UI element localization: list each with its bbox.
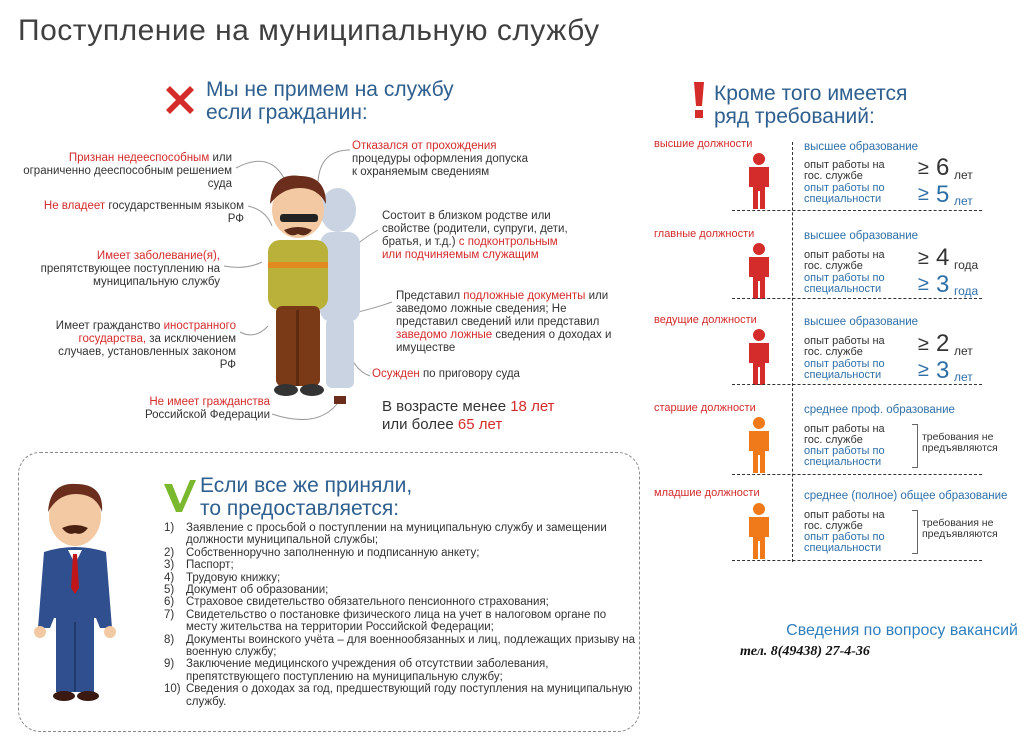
rank-education-senior: среднее проф. образование [804, 404, 955, 416]
not-required-label: требования не предъявляются [922, 517, 998, 540]
list-item: 1) Заявление с просьбой о поступлении на муниципальную службу и замещении должности муниципальной службы; [164, 522, 607, 547]
spec-unit-highest: лет [954, 194, 973, 208]
rank-name-senior: старшие должности [654, 402, 756, 414]
ge-icon: ≥ [918, 359, 929, 381]
list-item: 5) Документ об образовании; [164, 584, 329, 597]
person-icon-red [746, 153, 772, 209]
list-item: 10) Сведения о доходах за год, предшествующий году поступления на муниципальную службу. [164, 683, 633, 708]
list-item: 7) Свидетельство о постановке физического лица на учет в налоговом органе по месту жительства на территории Российской Федерации; [164, 608, 607, 634]
reject-item-no-citizenship: Не имеет гражданства Российской Федерации [144, 396, 270, 421]
rejected-person-illustration [246, 170, 376, 410]
list-item: 8) Документы воинского учёта – для военнообязанных и лиц, подлежащих призыву на военную службу; [164, 633, 636, 659]
spec-years-highest: 5 [936, 181, 950, 208]
gov-unit-highest: лет [954, 168, 973, 182]
list-item: 3) Паспорт; [164, 559, 234, 572]
exp-spec-label: опыт работы по специальности [804, 531, 885, 554]
exp-gov-label: опыт работы на гос. службе [804, 423, 885, 446]
reject-item-foreign: Имеет гражданство иностранного государства, за исключением случаев, установленных законом РФ [55, 320, 236, 371]
exclamation-icon [692, 82, 706, 118]
rank-divider [732, 210, 982, 211]
rank-education-highest: высшее образование [804, 141, 919, 153]
exp-spec-label: опыт работы по специальности [804, 182, 885, 205]
reject-item-convicted: Осужден по приговору суда [372, 368, 520, 380]
bracket [912, 424, 918, 468]
gov-years-leading: 2 [936, 330, 950, 357]
ge-icon: ≥ [918, 333, 929, 355]
gov-years-main: 4 [936, 244, 950, 271]
check-icon [162, 478, 198, 514]
rank-name-main: главные должности [654, 228, 755, 240]
spec-unit-main: года [954, 284, 979, 298]
spec-years-main: 3 [936, 271, 950, 298]
gov-unit-main: года [954, 258, 979, 272]
reject-item-incapable: Признан недееспособным или ограниченно дееспособным решением суда [23, 152, 232, 190]
person-icon-orange [746, 417, 772, 473]
list-item: 9) Заключение медицинского учреждения об отсутствии заболевания, препятствующего поступлению на муниципальную службу; [164, 658, 549, 683]
rank-divider [732, 384, 982, 385]
rank-axis [792, 142, 793, 562]
exp-spec-label: опыт работы по специальности [804, 272, 885, 295]
ge-icon: ≥ [918, 157, 929, 179]
exp-gov-label: опыт работы на гос. службе [804, 509, 885, 532]
person-icon-red [746, 329, 772, 385]
requirements-heading: Кроме того имеется ряд требований: [714, 82, 908, 128]
vacancy-title: Сведения по вопросу вакансий [786, 622, 1018, 639]
reject-item-language: Не владеет государственным языком РФ [43, 200, 244, 225]
spec-years-leading: 3 [936, 357, 950, 384]
rank-education-leading: высшее образование [804, 316, 919, 328]
reject-item-disease: Имеет заболевание(я), препятствующее поступлению на муниципальную службу [40, 250, 220, 288]
bracket [912, 510, 918, 554]
official-person-illustration [30, 478, 120, 708]
list-item: 4) Трудовую книжку; [164, 571, 281, 584]
rank-education-main: высшее образование [804, 230, 919, 242]
list-item: 6) Страховое свидетельство обязательного пенсионного страхования; [164, 596, 549, 609]
exp-spec-label: опыт работы по специальности [804, 445, 885, 468]
exp-gov-label: опыт работы на гос. службе [804, 249, 885, 272]
gov-unit-leading: лет [954, 344, 973, 358]
person-icon-orange [746, 503, 772, 559]
list-item: 2) Собственноручно заполненную и подписанную анкету; [164, 546, 480, 559]
spec-unit-leading: лет [954, 370, 973, 384]
ge-icon: ≥ [918, 273, 929, 295]
rank-education-junior: среднее (полное) общее образование [804, 490, 1008, 502]
accepted-heading: Если все же приняли, то предоставляется: [200, 474, 413, 520]
reject-item-false-documents: Представил подложные документы или заведомо ложные сведения; Не представил сведений или представил заведомо ложные сведения о доходах и имуществе [396, 290, 612, 354]
ge-icon: ≥ [918, 247, 929, 269]
exp-gov-label: опыт работы на гос. службе [804, 335, 885, 358]
ge-icon: ≥ [918, 183, 929, 205]
rank-divider [732, 474, 982, 475]
exp-gov-label: опыт работы на гос. службе [804, 159, 885, 182]
rank-divider [732, 298, 982, 299]
reject-item-age: В возрасте менее 18 лет или более 65 лет [382, 398, 555, 433]
gov-years-highest: 6 [936, 154, 950, 181]
vacancy-phone[interactable]: тел. 8(49438) 27-4-36 [740, 644, 870, 659]
not-required-label: требования не предъявляются [922, 431, 998, 454]
reject-item-refused-clearance: Отказался от прохождения процедуры оформления допуска к охраняемым сведениям [352, 140, 529, 178]
person-icon-red [746, 243, 772, 299]
documents-list [164, 522, 636, 708]
reject-item-relatives: Состоит в близком родстве или свойстве (родители, супруги, дети, братья, и т.д.) с подконтрольным или подчиняемым служащим [382, 210, 568, 261]
rank-name-leading: ведущие должности [654, 314, 757, 326]
exp-spec-label: опыт работы по специальности [804, 358, 885, 381]
page-title: Поступление на муниципальную службу [18, 14, 600, 47]
rank-name-junior: младшие должности [654, 487, 760, 499]
rank-name-highest: высшие должности [654, 138, 753, 150]
rank-divider [732, 560, 982, 561]
reject-heading: Мы не примем на службу если гражданин: [206, 78, 454, 124]
